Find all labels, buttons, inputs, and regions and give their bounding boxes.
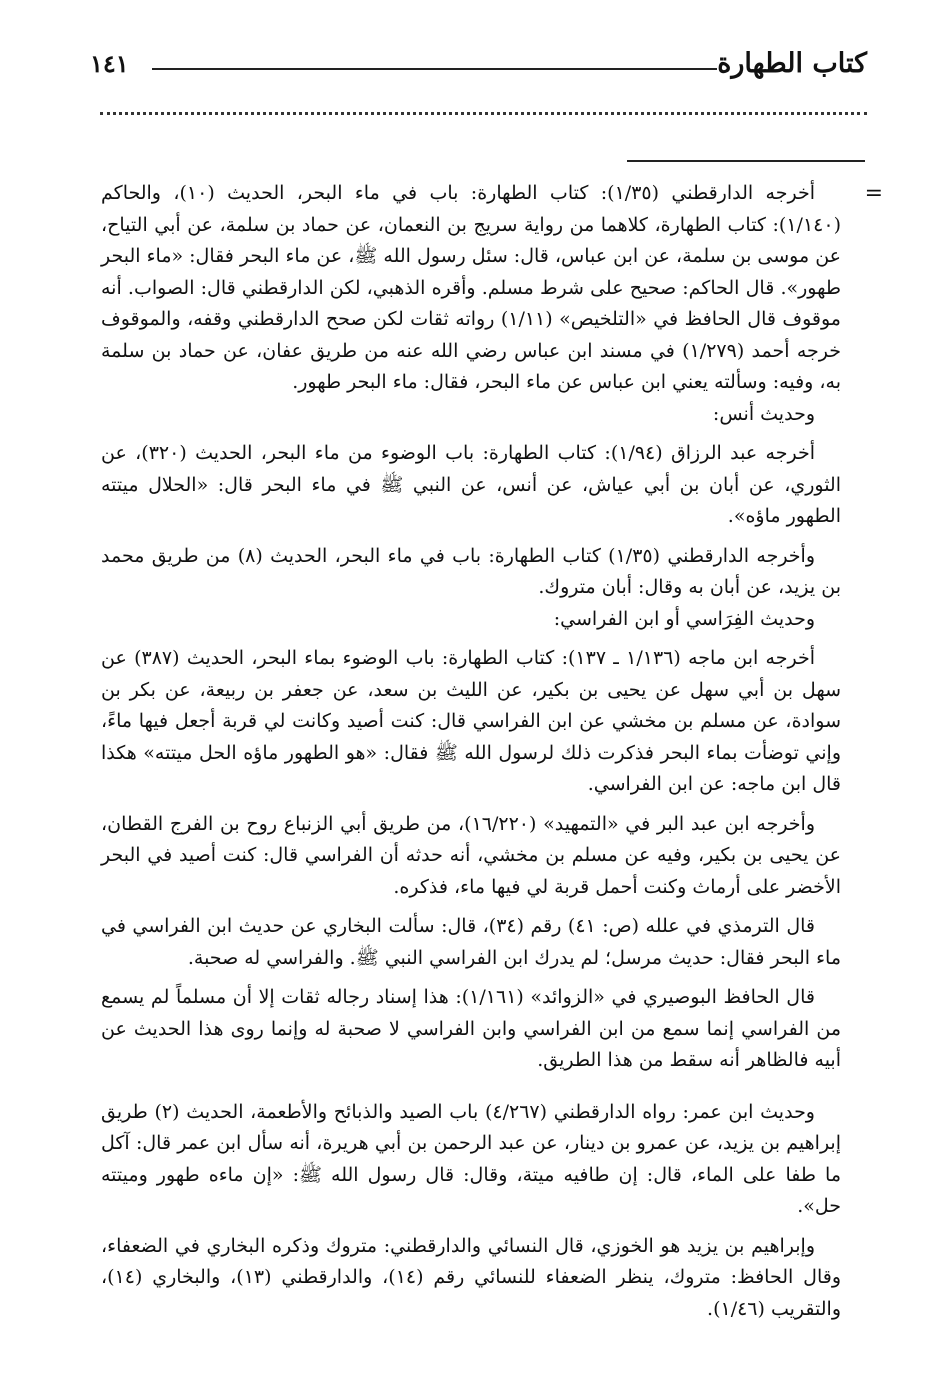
page-header: [90, 44, 867, 84]
header-rule: [152, 68, 717, 70]
paragraph-anas-heading: وحديث أنس:: [712, 402, 815, 425]
paragraph-abdulrazzaq: أخرجه عبد الرزاق (١/٩٤): كتاب الطهارة: باب الوضوء من ماء البحر، الحديث (٣٢٠)، عن الثوري، عن أبان بن أبي عياش، عن أنس، عن النبي ﷺ في ماء البحر قال: «الحلال ميتته الطهور ماؤه».: [101, 442, 841, 527]
footnote-continuation-marker: =: [864, 181, 883, 206]
paragraph-ibn-majah: أخرجه ابن ماجه (١/١٣٦ ـ ١٣٧): كتاب الطهارة: باب الوضوء بماء البحر، الحديث (٣٨٧) عن سهل بن أبي سهل عن يحيى بن بكير، عن الليث بن سعد، عن جعفر بن ربيعة، عن بكر بن سوادة، عن مسلم بن مخشي عن ابن الفراسي قال: كنت أصيد وكانت لي قربة أجعل فيها ماءً، وإني توضأت بماء البحر فذكرت ذلك لرسول الله ﷺ فقال: «هو الطهور ماؤه الحل ميتته» هكذا قال ابن ماجه: عن ابن الفراسي.: [101, 647, 841, 795]
running-title: كتاب الطهارة: [717, 48, 867, 79]
paragraph-daraqutni-aban: وأخرجه الدارقطني (١/٣٥) كتاب الطهارة: باب في ماء البحر، الحديث (٨) من طريق محمد بن يزيد، عن أبان به وقال: أبان متروك.: [101, 544, 841, 598]
footnote-text: [101, 178, 841, 1333]
dotted-separator: [100, 112, 867, 129]
paragraph-firasi-heading: وحديث الفِرَاسي أو ابن الفراسي:: [553, 607, 815, 630]
paragraph-khuzi: وإبراهيم بن يزيد هو الخوزي، قال النسائي والدارقطني: متروك وذكره البخاري في الضعفاء، وقال الحافظ: متروك، ينظر الضعفاء للنسائي رقم (١٤)، والدارقطني (١٣)، والبخاري (١٤)، والتقريب (١/٤٦).: [101, 1234, 841, 1320]
paragraph-tirmidhi: قال الترمذي في علله (ص: ٤١) رقم (٣٤)، قال: سألت البخاري عن حديث ابن الفراسي في ماء البحر فقال: حديث مرسل؛ لم يدرك ابن الفراسي النبي ﷺ. والفراسي له صحبة.: [101, 915, 841, 969]
page-number: ١٤١: [90, 49, 129, 78]
paragraph-ibn-abdulbarr: وأخرجه ابن عبد البر في «التمهيد» (١٦/٢٢٠)، من طريق أبي الزنباع روح بن الفرج القطان، عن يحيى بن بكير، وفيه عن مسلم بن مخشي، أنه حدثه أن الفراسي قال: كنت أصيد في البحر الأخضر على أرماث وكنت أحمل قربة لي فيها ماء، فذكره.: [101, 812, 841, 898]
paragraph-daraqutni-hakim: أخرجه الدارقطني (١/٣٥): كتاب الطهارة: باب في ماء البحر، الحديث (١٠)، والحاكم (١/١٤٠): كتاب الطهارة، كلاهما من رواية سريج بن النعمان، عن حماد بن سلمة، عن أبي التياح، عن موسى بن سلمة، عن ابن عباس، قال: سئل رسول الله ﷺ، عن ماء البحر فقال: «ماء البحر طهور». قال الحاكم: صحيح على شرط مسلم. وأقره الذهبي، لكن الدارقطني قال: الصواب. أنه موقوف قال الحافظ في «التلخيص» (١/١١) رواته ثقات لكن صحح الدارقطني وقفه، والموقوف خرجه أحمد (١/٢٧٩) في مسند ابن عباس رضي الله عنه من طريق عفان، عن حماد بن سلمة به، وفيه: وسألته يعني ابن عباس عن ماء البحر، فقال: ماء البحر طهور.: [101, 182, 841, 393]
paragraph-busiri: قال الحافظ البوصيري في «الزوائد» (١/١٦١): هذا إسناد رجاله ثقات إلا أن مسلماً لم يسمع من الفراسي إنما سمع من ابن الفراسي وابن الفراسي لا صحبة له وإنما روى هذا الحديث عن أبيه فالظاهر أنه سقط من هذا الطريق.: [101, 986, 841, 1071]
footnote-rule: [627, 160, 865, 162]
paragraph-ibn-umar: وحديث ابن عمر: رواه الدارقطني (٤/٢٦٧) باب الصيد والذبائح والأطعمة، الحديث (٢) طريق إبراهيم بن يزيد، عن عمرو بن دينار، عن عبد الرحمن بن أبي هريرة، أنه سأل ابن عمر قال: آكل ما طفا على الماء، قال: إن طافيه ميتة، وقال: قال رسول الله ﷺ: «إن ماءه طهور وميتته حل».: [101, 1100, 841, 1217]
